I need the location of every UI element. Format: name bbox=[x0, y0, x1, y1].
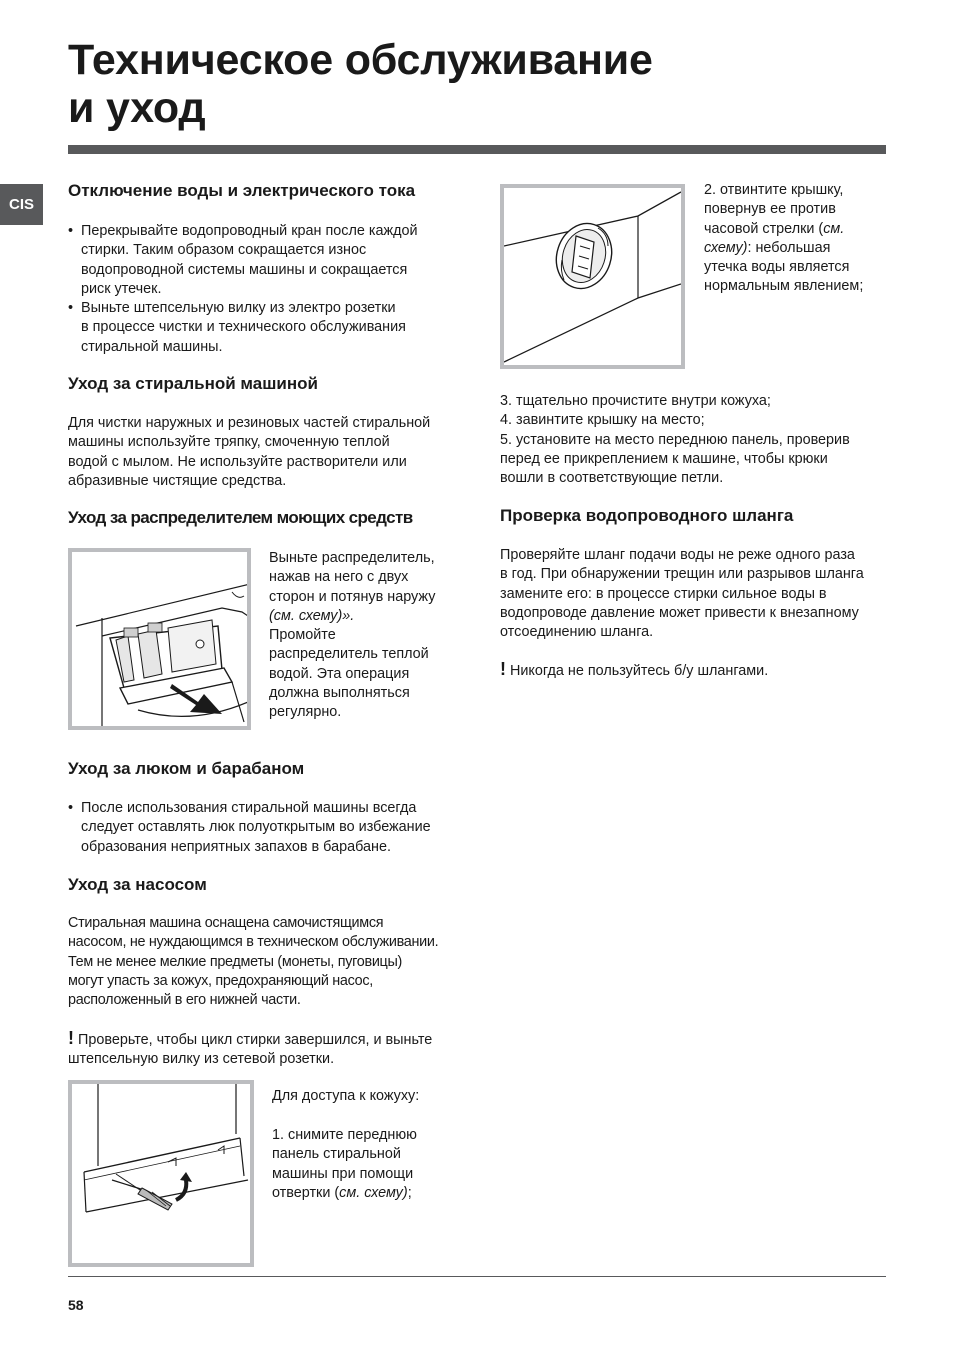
warning-icon: ! bbox=[500, 659, 506, 679]
heading-pump-care: Уход за насосом bbox=[68, 875, 207, 894]
figure-reference: см. bbox=[823, 220, 845, 237]
pump-cap-illustration bbox=[504, 188, 681, 365]
paragraph-access: Для доступа к кожуху: bbox=[272, 1088, 420, 1104]
paragraph-machine-care: Для чистки наружных и резиновых частей стиральной машины используйте тряпку, смоченную теплой водой с мылом. Не используйте растворители или абразивные чистящие средства. bbox=[68, 415, 431, 489]
heading-hose-check: Проверка водопроводного шланга bbox=[500, 506, 794, 525]
dispenser-illustration bbox=[72, 552, 247, 726]
warning-icon: ! bbox=[68, 1028, 74, 1048]
heading-machine-care: Уход за стиральной машиной bbox=[68, 374, 318, 393]
heading-dispenser-care: Уход за распределителем моющих средств bbox=[68, 508, 413, 527]
figure-pump-cap bbox=[500, 184, 685, 369]
page-title-line1: Техническое обслуживание bbox=[68, 36, 653, 84]
warning-unplug: ! Проверьте, чтобы цикл стирки завершился, и выньте штепсельную вилку из сетевой розетки. bbox=[68, 1028, 433, 1068]
step-2: 2. отвинтите крышку, повернув ее против часовой стрелки (см. схему): небольшая утечка воды является нормальным явлением; bbox=[704, 182, 864, 295]
figure-front-panel bbox=[68, 1080, 254, 1267]
figure-reference: схему) bbox=[704, 239, 748, 256]
page-number: 58 bbox=[68, 1297, 84, 1313]
footer-rule bbox=[68, 1276, 886, 1277]
paragraph-hose-check: Проверяйте шланг подачи воды не реже одного раза в год. При обнаружении трещин или разрывов шланга замените его: в процессе стирки сильное воды в водопроводе давление может привести к внезапному отсоединению шланга. bbox=[500, 547, 864, 641]
paragraph-pump-care: Стиральная машина оснащена самочистящимся насосом, не нуждающимся в техническом обслуживании. Тем не менее мелкие предметы (монеты, пуговицы) могут упасть за кожух, предохраняющий насос, расположенный в его нижней части. bbox=[68, 915, 439, 1009]
title-rule bbox=[68, 145, 886, 154]
list-item: • После использования стиральной машины всегда следует оставлять люк полуоткрытым во избежание образования неприятных запахов в барабане. bbox=[68, 799, 468, 857]
warning-used-hoses: ! Никогда не пользуйтесь б/у шлангами. bbox=[500, 659, 769, 679]
page-title-line2: и уход bbox=[68, 84, 206, 132]
figure-reference: (см. схему)». bbox=[269, 607, 355, 624]
figure-reference: см. схему) bbox=[339, 1184, 408, 1201]
paragraph-dispenser-care: Выньте распределитель, нажав на него с двух сторон и потянув наружу (см. схему)». Промойте распределитель теплой водой. Эта операция должна выполняться регулярно. bbox=[269, 550, 436, 721]
screwdriver-icon bbox=[138, 1188, 172, 1210]
rotate-arrow-icon bbox=[176, 1180, 186, 1200]
heading-door-drum: Уход за люком и барабаном bbox=[68, 759, 305, 778]
figure-dispenser bbox=[68, 548, 251, 730]
heading-water-power: Отключение воды и электрического тока bbox=[68, 181, 416, 200]
list-item: • Выньте штепсельную вилку из электро розетки в процессе чистки и технического обслуживания стиральной машины. bbox=[68, 299, 468, 357]
step-1: 1. снимите переднюю панель стиральной машины при помощи отвертки (см. схему); bbox=[272, 1127, 417, 1201]
language-tab: CIS bbox=[0, 184, 43, 225]
list-door-drum bbox=[68, 799, 468, 857]
page-title bbox=[68, 36, 653, 132]
list-item: • Перекрывайте водопроводный кран после каждой стирки. Таким образом сокращается износ водопроводной системы машины и сокращается риск утечек. bbox=[68, 222, 468, 299]
front-panel-illustration bbox=[72, 1084, 250, 1263]
list-water-power bbox=[68, 222, 468, 357]
steps-3-5: 3. тщательно прочистите внутри кожуха; 4. завинтите крышку на место; 5. установите на место переднюю панель, проверив перед ее прикреплением к машине, чтобы крюки вошли в соответствующие петли. bbox=[500, 393, 850, 487]
